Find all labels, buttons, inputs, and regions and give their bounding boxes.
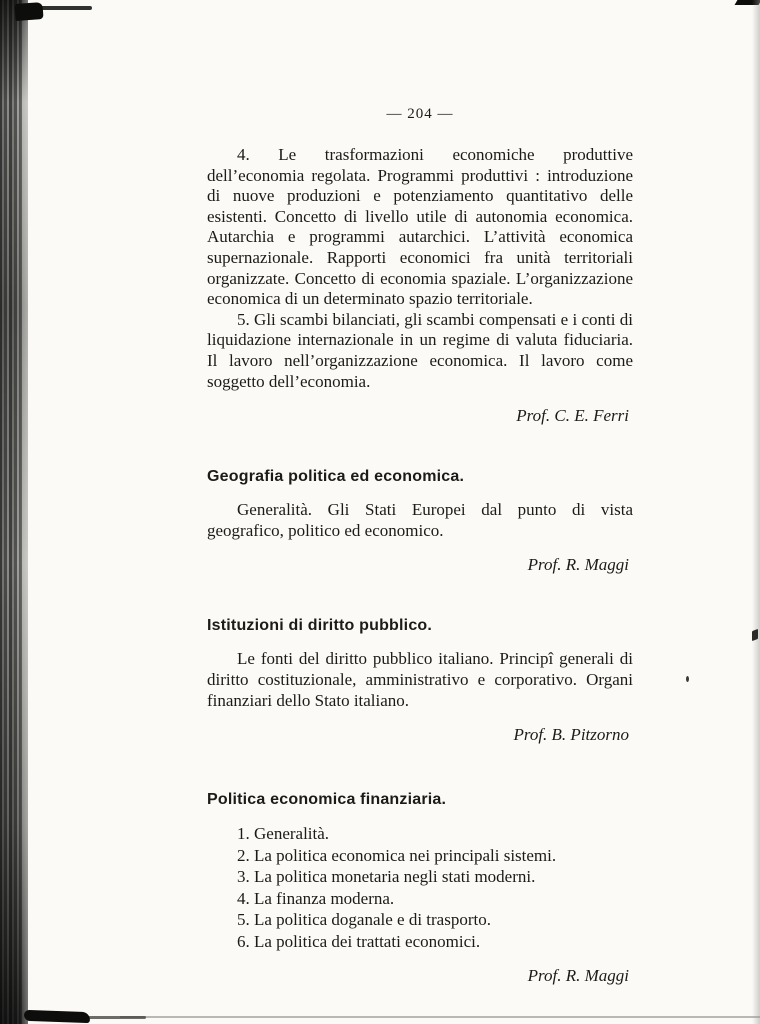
section-body-geografia: Generalità. Gli Stati Europei dal punto di vista geografico, politico ed economico. [207, 500, 633, 540]
list-item-2: 2. La politica economica nei principali sistemi. [237, 845, 557, 865]
section-title-politica: Politica economica finanziaria. [207, 791, 447, 809]
page-bottom-edge [120, 1016, 760, 1018]
scan-mark-top-left [14, 2, 43, 21]
scan-line-top-left [40, 6, 92, 10]
page-right-edge [752, 0, 760, 1024]
list-item-3: 3. La politica monetaria negli stati moderni. [237, 867, 536, 887]
binding-fade [20, 0, 48, 1024]
list-item-5: 5. La politica doganale e di trasporto. [237, 910, 491, 930]
signature-maggi-1: Prof. R. Maggi [527, 555, 629, 575]
section-title-geografia: Geografia politica ed economica. [207, 468, 465, 486]
section-istituzioni [207, 617, 633, 745]
list-item-4: 4. La finanza moderna. [237, 888, 395, 908]
signature-maggi-2: Prof. R. Maggi [527, 966, 629, 986]
list-item-6: 6. La politica dei trattati economici. [237, 931, 481, 951]
politica-topics-list [207, 823, 633, 952]
paragraph-5: 5. Gli scambi bilanciati, gli scambi compensati e i conti di liquidazione internazionale in un regime di valuta fiduciaria. Il lavoro nell’organizzazione economica. Il lavoro come soggetto dell’economia. [207, 309, 633, 391]
section-politica [207, 791, 633, 986]
paragraph-4: 4. Le trasformazioni economiche produttive dell’economia regolata. Programmi produttivi : introduzione di nuove produzioni e potenziamento quantitativo delle esistenti. Concetto di livello utile di autonomia economica. Autarchia e programmi autarchici. L’attività economica supernazionale. Rapporti economici fra unità territoriali organizzate. Concetto di economia spaziale. L’organizzazione economica di un determinato spazio territoriale. [207, 145, 633, 309]
section-title-istituzioni: Istituzioni di diritto pubblico. [207, 617, 433, 635]
page-content [207, 106, 633, 986]
scan-speck-inner [686, 676, 689, 682]
scan-mark-bottom-left [24, 1010, 90, 1023]
section-geografia [207, 468, 633, 575]
list-item-1: 1. Generalità. [237, 824, 330, 844]
page-number: — 204 — [386, 106, 454, 122]
section-body-istituzioni: Le fonti del diritto pubblico italiano. Principî generali di diritto costituzionale, amministrativo e corporativo. Organi finanziari dello Stato italiano. [207, 649, 633, 710]
signature-pitzorno: Prof. B. Pitzorno [513, 725, 629, 745]
signature-ferri: Prof. C. E. Ferri [516, 406, 629, 426]
